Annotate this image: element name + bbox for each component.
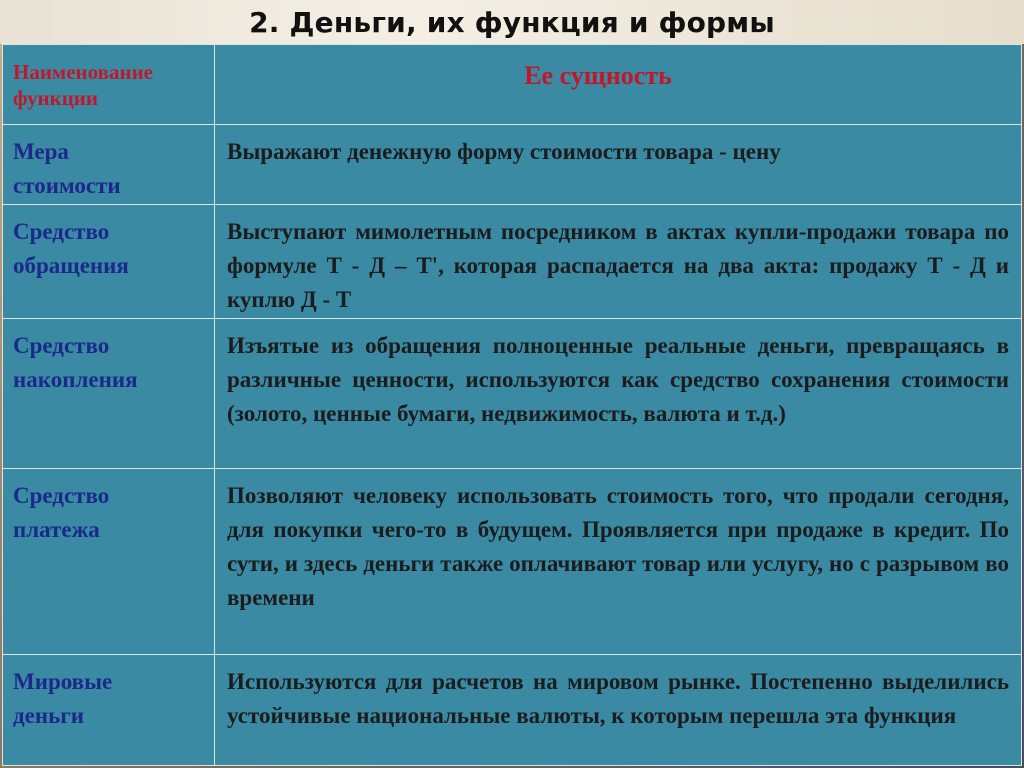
table-row (3, 469, 1022, 655)
row-function-name: Мировые деньги (3, 655, 215, 766)
row-function-name: Средство платежа (3, 469, 215, 655)
row-function-desc: Выражают денежную форму стоимости товара - цену (215, 125, 1022, 205)
row-function-desc: Изъятые из обращения полноценные реальные деньги, превращаясь в различные ценности, используются как средство сохранения стоимости (золото, ценные бумаги, недвижимость, валюта и т.д.) (215, 319, 1022, 469)
row-function-name: Средство обращения (3, 205, 215, 319)
functions-table (2, 44, 1022, 766)
row-function-desc: Позволяют человеку использовать стоимость того, что продали сегодня, для покупки чего-то в будущем. Проявляется при продаже в кредит. По сути, и здесь деньги также оплачивают товар или услугу, но с разрывом во времени (215, 469, 1022, 655)
table-row (3, 125, 1022, 205)
row-function-desc: Выступают мимолетным посредником в актах купли-продажи товара по формуле Т - Д – Т', которая распадается на два акта: продажу Т - Д и куплю Д - Т (215, 205, 1022, 319)
header-function-name: Наименование функции (3, 45, 215, 125)
table-row (3, 205, 1022, 319)
table-row (3, 319, 1022, 469)
slide-title: 2. Деньги, их функция и формы (249, 5, 775, 39)
table-row (3, 655, 1022, 766)
row-function-desc: Используются для расчетов на мировом рынке. Постепенно выделились устойчивые национальные валюты, к которым перешла эта функция (215, 655, 1022, 766)
title-bar (0, 0, 1024, 44)
table-header-row (3, 45, 1022, 125)
row-function-name: Мера стоимости (3, 125, 215, 205)
header-essence: Ее сущность (215, 45, 1022, 125)
row-function-name: Средство накопления (3, 319, 215, 469)
